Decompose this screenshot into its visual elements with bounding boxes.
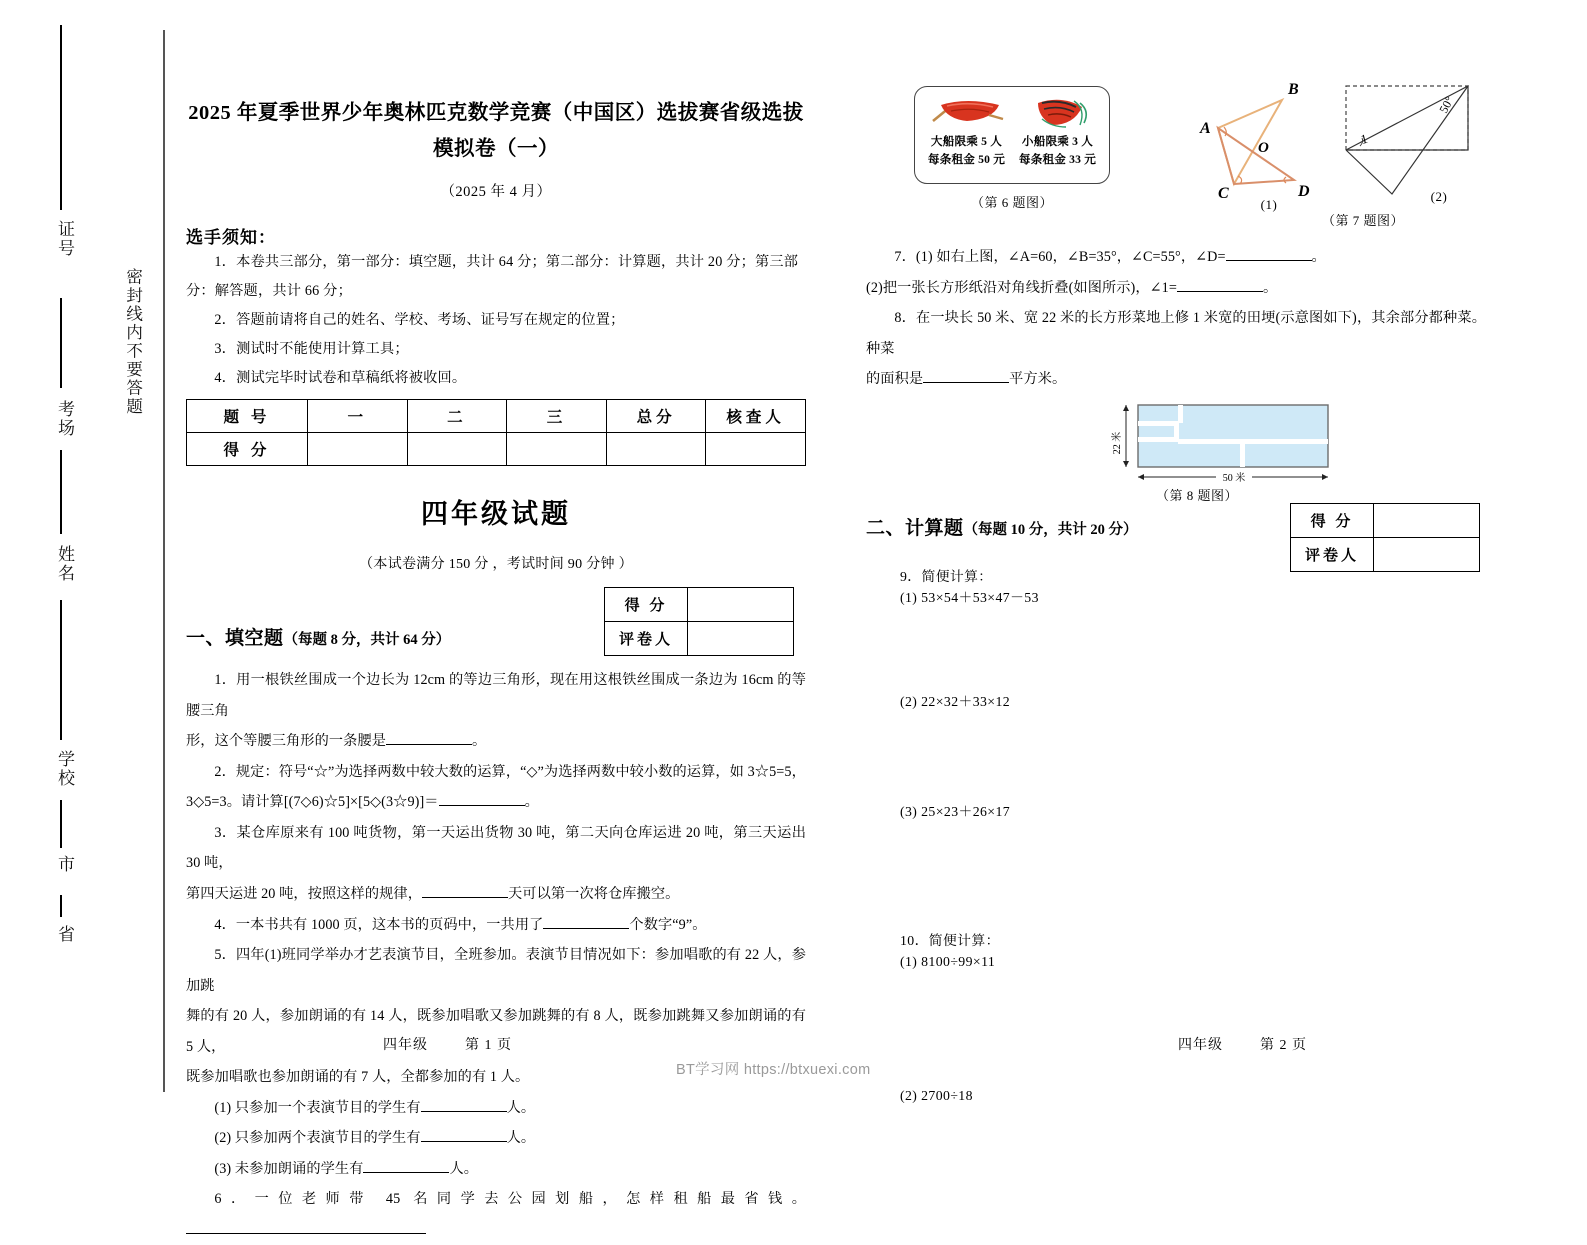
question-5-sub1 <box>186 1093 806 1124</box>
section2-marker-label: 评卷人 <box>1291 537 1374 571</box>
question-2-text-pre: 3◇5=3。请计算[(7◇6)☆5]×[5◇(3☆9)]＝ <box>186 794 439 811</box>
figure-7-part1 <box>1178 76 1316 213</box>
svg-text:50°: 50° <box>1436 93 1457 116</box>
svg-text:D: D <box>1298 183 1310 200</box>
section2-marker-value[interactable] <box>1374 537 1480 571</box>
small-boat-icon <box>1022 93 1096 133</box>
question-2-line1: 2．规定：符号“☆”为选择两数中较大数的运算，“◇”为选择两数中较小数的运算，如 3☆5=5， <box>214 763 806 780</box>
svg-text:O: O <box>1258 140 1269 156</box>
svg-text:A: A <box>1200 120 1211 137</box>
svg-text:B: B <box>1288 81 1299 98</box>
question-5-sub3 <box>186 1154 806 1185</box>
figure-7-part2 <box>1336 76 1478 205</box>
section2-score-box <box>1290 503 1480 572</box>
right-footer-grade: 四年级 <box>1178 1038 1223 1053</box>
answer-blank-q5-2[interactable] <box>421 1141 507 1142</box>
field-width-label: 50 米 <box>1222 472 1246 484</box>
grade-title: 四年级试题 <box>421 499 571 530</box>
seal-label-zhenghao: 证号 <box>55 220 74 258</box>
section1-marker-label: 评卷人 <box>605 622 688 656</box>
page-title-line1: 2025 年夏季世界少年奥林匹克数学竞赛（中国区）选拔赛省级选拔 <box>188 102 804 124</box>
answer-blank-q2[interactable] <box>439 805 525 806</box>
section2-score-label: 得 分 <box>1291 503 1374 537</box>
question-5-sub3-post: 人。 <box>449 1160 479 1177</box>
score-summary-table <box>186 399 806 466</box>
work-space-9-3[interactable] <box>866 825 1486 929</box>
notice-item-3: 3．测试时不能使用计算工具； <box>214 341 409 358</box>
answer-blank-q8[interactable] <box>923 382 1009 383</box>
question-2-line2 <box>186 787 806 818</box>
question-10-heading: 10．简便计算： <box>900 933 1000 949</box>
question-8-text-pre: 的面积是 <box>866 371 924 388</box>
work-space-9-2[interactable] <box>866 715 1486 799</box>
vegetable-field-diagram <box>1090 399 1358 487</box>
question-5-sub2-pre: (2) 只参加两个表演节目的学生有 <box>214 1130 421 1147</box>
answer-blank-q6[interactable] <box>186 1233 426 1234</box>
score-table-col-2: 二 <box>407 400 507 433</box>
score-cell-3[interactable] <box>507 433 607 466</box>
question-7-part1 <box>866 242 1486 273</box>
big-boat-fee: 每条租金 50 元 <box>927 152 1006 166</box>
table-row <box>605 588 794 622</box>
score-table-col-checker: 核查人 <box>706 400 806 433</box>
question-8-text-post: 平方米。 <box>1009 371 1067 388</box>
field-height-label: 22 米 <box>1112 431 1123 454</box>
question-9-item-1: (1) 53×54＋53×47－53 <box>900 589 1039 605</box>
score-cell-checker[interactable] <box>706 433 806 466</box>
question-7-part2-pre: (2)把一张长方形纸沿对角线折叠(如图所示)，∠1= <box>866 279 1177 296</box>
left-page-footer <box>383 1034 512 1054</box>
small-boat-capacity: 小船限乘 3 人 <box>1021 135 1094 148</box>
seal-inner-label: 密封线内不要答题 <box>123 268 143 416</box>
question-3-text-post: 天可以第一次将仓库搬空。 <box>508 886 680 903</box>
question-5-sub3-pre: (3) 未参加朗诵的学生有 <box>214 1160 364 1177</box>
question-5-sub2-post: 人。 <box>506 1130 536 1147</box>
figures-row <box>866 76 1486 228</box>
question-3-line2 <box>186 879 806 910</box>
page-title-line2: 模拟卷（一） <box>433 137 559 160</box>
score-table-col-3: 三 <box>507 400 607 433</box>
answer-blank-q7-2[interactable] <box>1177 291 1263 292</box>
notice-heading: 选手须知： <box>186 227 276 247</box>
site-watermark: BT学习网 https://btxuexi.com <box>676 1062 871 1078</box>
seal-rule-5 <box>60 800 62 848</box>
question-4 <box>186 910 806 941</box>
answer-blank-q5-1[interactable] <box>421 1111 507 1112</box>
work-space-9-1[interactable] <box>866 611 1486 689</box>
question-10-item-1: (1) 8100÷99×11 <box>900 954 996 970</box>
work-space-10-1[interactable] <box>866 975 1486 1083</box>
crossed-triangle-diagram <box>1178 76 1316 202</box>
boat-rental-box <box>914 86 1110 184</box>
section1-marker-value[interactable] <box>688 622 794 656</box>
table-row <box>1291 537 1480 571</box>
question-7-part2-post: 。 <box>1262 279 1278 296</box>
exam-note: （本试卷满分 150 分 ，考试时间 90 分钟 ） <box>359 557 633 573</box>
answer-blank-q5-3[interactable] <box>363 1172 449 1173</box>
figure-7-sub2-label: (2) <box>1430 189 1448 204</box>
score-table-col-1: 一 <box>308 400 408 433</box>
question-8-line1: 8．在一块长 50 米、宽 22 米的长方形菜地上修 1 米宽的田埂(示意图如下)，其余部分都种菜。种菜 <box>866 310 1486 357</box>
score-cell-total[interactable] <box>606 433 706 466</box>
question-5-sub2 <box>186 1123 806 1154</box>
figure-6-caption: （第 6 题图） <box>970 195 1053 210</box>
right-page-column <box>866 0 1486 1110</box>
question-7-part1-post: 。 <box>1311 249 1326 265</box>
svg-text:C: C <box>1218 185 1229 202</box>
question-7-part2 <box>866 273 1486 304</box>
score-cell-1[interactable] <box>308 433 408 466</box>
answer-blank-q3[interactable] <box>422 897 508 898</box>
section1-heading <box>186 623 450 650</box>
question-3-text-pre: 第四天运进 20 吨，按照这样的规律， <box>186 886 422 903</box>
table-row <box>605 622 794 656</box>
question-9-item-3: (3) 25×23＋26×17 <box>900 804 1011 820</box>
answer-blank-q1[interactable] <box>386 744 472 745</box>
big-boat-icon <box>929 93 1007 133</box>
table-row <box>1291 503 1480 537</box>
figure-8-caption: （第 8 题图） <box>1156 487 1239 503</box>
figure-7-caption: （第 7 题图） <box>1322 213 1405 228</box>
figure-7-sub1-label: (1) <box>1260 197 1278 212</box>
svg-text:1: 1 <box>1359 130 1370 147</box>
seal-label-xingming: 姓名 <box>55 545 74 583</box>
question-1-text-post: 。 <box>472 733 487 750</box>
section1-score-label: 得 分 <box>605 588 688 622</box>
question-5-line1: 5．四年(1)班同学举办才艺表演节目，全班参加。表演节目情况如下：参加唱歌的有 22 人，参加跳 <box>186 947 806 994</box>
question-1-line1: 1．用一根铁丝围成一个边长为 12cm 的等边三角形，现在用这根铁丝围成一条边为 16cm 的等腰三角 <box>186 672 806 719</box>
question-4-text-post: 个数字“9”。 <box>629 916 707 933</box>
notice-item-1: 1．本卷共三部分，第一部分：填空题，共计 64 分；第二部分：计算题，共计 20 分；第三部分：解答题，共计 66 分； <box>186 253 799 299</box>
question-9-item-2: (2) 22×32＋33×12 <box>900 693 1011 709</box>
seal-divider-line <box>163 30 165 1092</box>
question-1-text-pre: 形，这个等腰三角形的一条腰是 <box>186 733 387 750</box>
page-subtitle: （2025 年 4 月） <box>440 183 552 200</box>
section2-title: 二、计算题 <box>866 517 964 539</box>
section2-heading <box>866 513 1138 540</box>
notice-item-4: 4．测试完毕时试卷和草稿纸将被收回。 <box>214 370 467 387</box>
question-3-line1: 3．某仓库原来有 100 吨货物，第一天运出货物 30 吨，第二天向仓库运进 20 吨，第三天运出 30 吨， <box>186 824 806 872</box>
figure-8 <box>866 399 1486 505</box>
seal-rule-2 <box>60 298 62 388</box>
seal-rule-1 <box>60 25 62 210</box>
question-6-text: 6．一位老师带 45 名同学去公园划船，怎样租船最省钱。 <box>214 1191 806 1208</box>
big-boat-labels <box>921 133 1012 169</box>
question-6 <box>186 1184 806 1245</box>
answer-blank-q7-1[interactable] <box>1226 260 1312 261</box>
question-5-line2: 舞的有 20 人，参加朗诵的有 14 人，既参加唱歌又参加跳舞的有 8 人，既参加跳舞又参加朗诵的有 5 人， <box>186 1008 806 1055</box>
table-row <box>187 433 806 466</box>
section1-title: 一、填空题 <box>186 628 284 650</box>
section1-score-box <box>604 587 794 656</box>
left-footer-page: 第 1 页 <box>465 1038 512 1053</box>
question-5-sub1-post: 人。 <box>506 1099 536 1116</box>
boat-labels-row <box>921 133 1103 169</box>
answer-blank-q4[interactable] <box>543 928 629 929</box>
small-boat-labels <box>1012 133 1103 169</box>
score-table-col-total: 总分 <box>606 400 706 433</box>
question-8-line2 <box>866 364 1486 395</box>
score-table-row-label-number: 题 号 <box>187 400 308 433</box>
seal-rule-3 <box>60 450 62 534</box>
question-10-item-2: (2) 2700÷18 <box>900 1088 973 1104</box>
seal-rule-4 <box>60 600 62 740</box>
folded-paper-diagram <box>1336 76 1478 202</box>
question-7-part1-pre: 7．(1) 如右上图，∠A=60，∠B=35°，∠C=55°，∠D= <box>894 249 1226 265</box>
question-2-text-post: 。 <box>524 794 539 811</box>
right-footer-page: 第 2 页 <box>1260 1038 1307 1053</box>
seal-rule-6 <box>60 895 62 917</box>
question-1-line2 <box>186 726 806 757</box>
question-9-heading: 9．简便计算： <box>900 568 993 584</box>
section2-subtitle: （每题 10 分，共计 20 分） <box>963 521 1138 538</box>
section1-subtitle: （每题 8 分，共计 64 分） <box>283 632 451 649</box>
left-footer-grade: 四年级 <box>383 1038 428 1053</box>
small-boat-fee: 每条租金 33 元 <box>1018 152 1097 166</box>
seal-label-xuexiao: 学校 <box>55 750 74 788</box>
table-row <box>187 400 806 433</box>
seal-label-sheng: 省 <box>55 925 74 944</box>
question-5-sub1-pre: (1) 只参加一个表演节目的学生有 <box>214 1099 421 1116</box>
question-4-text-pre: 4．一本书共有 1000 页，这本书的页码中，一共用了 <box>214 916 544 933</box>
section1-score-value[interactable] <box>688 588 794 622</box>
figure-6 <box>914 86 1110 211</box>
notice-item-2: 2．答题前请将自己的姓名、学校、考场、证号写在规定的位置； <box>214 311 625 328</box>
score-table-row-label-score: 得 分 <box>187 433 308 466</box>
right-page-footer <box>1178 1034 1307 1054</box>
boat-images-row <box>921 91 1103 133</box>
seal-label-shi: 市 <box>55 855 74 874</box>
big-boat-capacity: 大船限乘 5 人 <box>930 135 1003 148</box>
section2-score-value[interactable] <box>1374 503 1480 537</box>
seal-label-kaochang: 考场 <box>55 400 74 438</box>
question-5-line3: 既参加唱歌也参加朗诵的有 7 人，全都参加的有 1 人。 <box>186 1069 530 1086</box>
score-cell-2[interactable] <box>407 433 507 466</box>
